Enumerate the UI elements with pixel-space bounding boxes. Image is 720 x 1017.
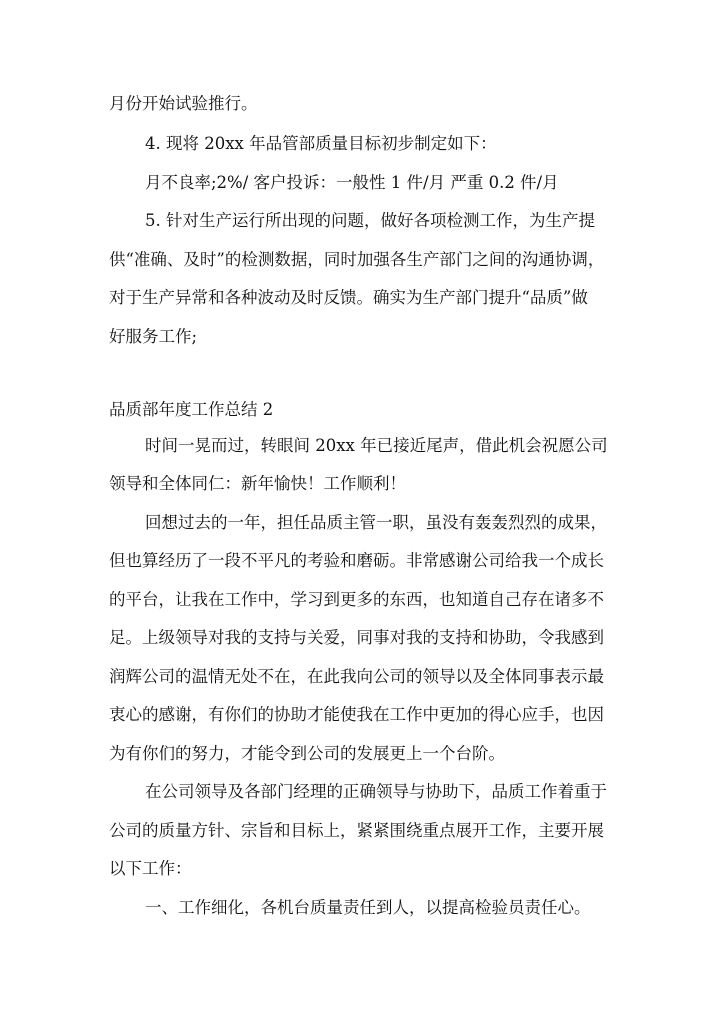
text-line: 的平台，让我在工作中，学习到更多的东西，也知道自己存在诸多不	[109, 590, 604, 609]
text-line: 5. 针对生产运行所出现的问题，做好各项检测工作，为生产提	[145, 211, 595, 230]
text-line: 但也算经历了一段不平凡的考验和磨砺。非常感谢公司给我一个成长	[109, 551, 604, 570]
text-line: 一、工作细化，各机台质量责任到人，以提高检验员责任心。	[145, 898, 591, 917]
text-line: 4. 现将 20xx 年品管部质量目标初步制定如下：	[145, 134, 497, 153]
text-line: 公司的质量方针、宗旨和目标上，紧紧围绕重点展开工作，主要开展	[109, 821, 604, 840]
text-line: 月份开始试验推行。	[109, 94, 258, 113]
text-line: 衷心的感谢，有你们的协助才能使我在工作中更加的得心应手，也因	[109, 705, 604, 724]
text-line: 为有你们的努力，才能令到公司的发展更上一个台阶。	[109, 744, 505, 763]
text-line: 好服务工作;	[109, 327, 198, 346]
section-title: 品质部年度工作总结 2	[109, 400, 274, 419]
text-line: 时间一晃而过，转眼间 20xx 年已接近尾声，借此机会祝愿公司	[145, 436, 608, 455]
text-line: 供“准确、及时”的检测数据，同时加强各生产部门之间的沟通协调，	[109, 250, 605, 269]
text-line: 回想过去的一年，担任品质主管一职，虽没有轰轰烈烈的成果，	[145, 513, 607, 532]
text-line: 足。上级领导对我的支持与关爱，同事对我的支持和协助，令我感到	[109, 628, 604, 647]
text-line: 领导和全体同仁：新年愉快！工作顺利！	[109, 474, 406, 493]
text-line: 润辉公司的温情无处不在，在此我向公司的领导以及全体同事表示最	[109, 667, 604, 686]
text-line: 月不良率;2%/ 客户投诉：一般性 1 件/月 严重 0.2 件/月	[145, 173, 559, 192]
text-line: 在公司领导及各部门经理的正确领导与协助下，品质工作着重于	[145, 782, 607, 801]
text-line: 对于生产异常和各种波动及时反馈。确实为生产部门提升“品质”做	[109, 288, 588, 307]
text-line: 以下工作：	[109, 859, 192, 878]
